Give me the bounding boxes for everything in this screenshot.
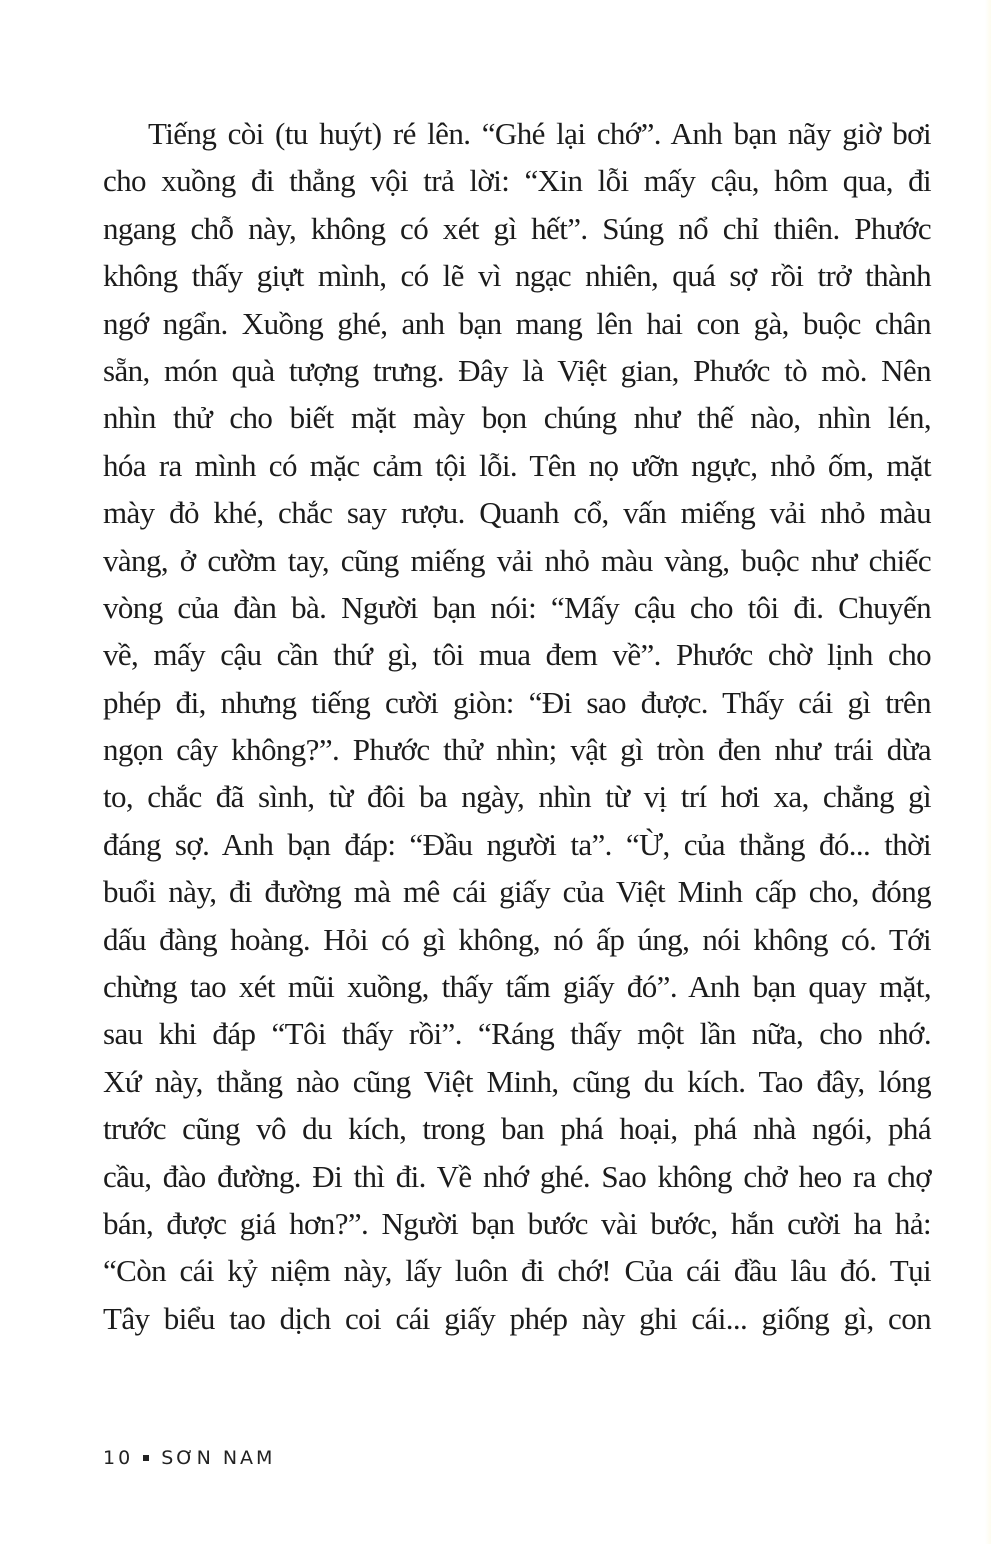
text-line: sẵn, món quà tượng trưng. Đây là Việt gian, Phước tò mò. Nên <box>103 352 931 388</box>
text-line: nhìn thử cho biết mặt mày bọn chúng như thế nào, nhìn lén, <box>103 400 931 436</box>
text-line: ngọn cây không?”. Phước thử nhìn; vật gì tròn đen như trái dừa <box>103 732 931 768</box>
text-line: về, mấy cậu cần thứ gì, tôi mua đem về”. Phước chờ lịnh cho <box>103 637 931 673</box>
text-line: bán, được giá hơn?”. Người bạn bước vài bước, hắn cười ha hả: <box>103 1205 931 1241</box>
text-line: vàng, ở cườm tay, cũng miếng vải nhỏ màu vàng, buộc như chiếc <box>103 542 931 578</box>
text-line: “Còn cái kỷ niệm này, lấy luôn đi chớ! Của cái đầu lâu đó. Tụi <box>103 1253 931 1289</box>
text-line: cho xuồng đi thẳng vội trả lời: “Xin lỗi mấy cậu, hôm qua, đi <box>103 163 931 199</box>
text-line: trước cũng vô du kích, trong ban phá hoại, phá nhà ngói, phá <box>103 1111 931 1147</box>
text-line: ngớ ngẩn. Xuồng ghé, anh bạn mang lên hai con gà, buộc chân <box>103 305 931 341</box>
text-line: Xứ này, thằng nào cũng Việt Minh, cũng du kích. Tao đây, lóng <box>103 1063 931 1099</box>
square-bullet-icon <box>143 1455 149 1461</box>
text-line: sau khi đáp “Tôi thấy rồi”. “Ráng thấy một lần nữa, cho nhớ. <box>103 1016 931 1052</box>
text-line: dấu đàng hoàng. Hỏi có gì không, nó ấp úng, nói không có. Tới <box>103 921 931 957</box>
text-line: hóa ra mình có mặc cảm tội lỗi. Tên nọ ưỡn ngực, nhỏ ốm, mặt <box>103 447 931 483</box>
text-line: không thấy giựt mình, có lẽ vì ngạc nhiên, quá sợ rồi trở thành <box>103 258 931 294</box>
text-line: buổi này, đi đường mà mê cái giấy của Việt Minh cấp cho, đóng <box>103 874 931 910</box>
text-line: chừng tao xét mũi xuồng, thấy tấm giấy đó”. Anh bạn quay mặt, <box>103 969 931 1005</box>
author-name: SƠN NAM <box>161 1447 276 1469</box>
text-line: cầu, đào đường. Đi thì đi. Về nhớ ghé. Sao không chở heo ra chợ <box>103 1158 931 1194</box>
page-footer <box>103 1447 275 1469</box>
text-line: Tiếng còi (tu huýt) ré lên. “Ghé lại chớ”. Anh bạn nãy giờ bơi <box>148 116 931 151</box>
text-line: vòng của đàn bà. Người bạn nói: “Mấy cậu cho tôi đi. Chuyến <box>103 589 931 625</box>
text-line: ngang chỗ này, không có xét gì hết”. Súng nổ chỉ thiên. Phước <box>103 210 931 246</box>
body-text <box>103 110 931 1342</box>
text-line: phép đi, nhưng tiếng cười giòn: “Đi sao được. Thấy cái gì trên <box>103 684 931 720</box>
page-edge <box>985 0 991 1544</box>
text-line: đáng sợ. Anh bạn đáp: “Đầu người ta”. “Ừ, của thằng đó... thời <box>103 826 931 862</box>
text-line: Tây biểu tao dịch coi cái giấy phép này ghi cái... giống gì, con <box>103 1300 931 1336</box>
text-line: to, chắc đã sình, từ đôi ba ngày, nhìn từ vị trí hơi xa, chẳng gì <box>103 779 931 815</box>
page-number: 10 <box>103 1447 134 1469</box>
text-line: mày đỏ khé, chắc say rượu. Quanh cổ, vấn miếng vải nhỏ màu <box>103 495 931 531</box>
